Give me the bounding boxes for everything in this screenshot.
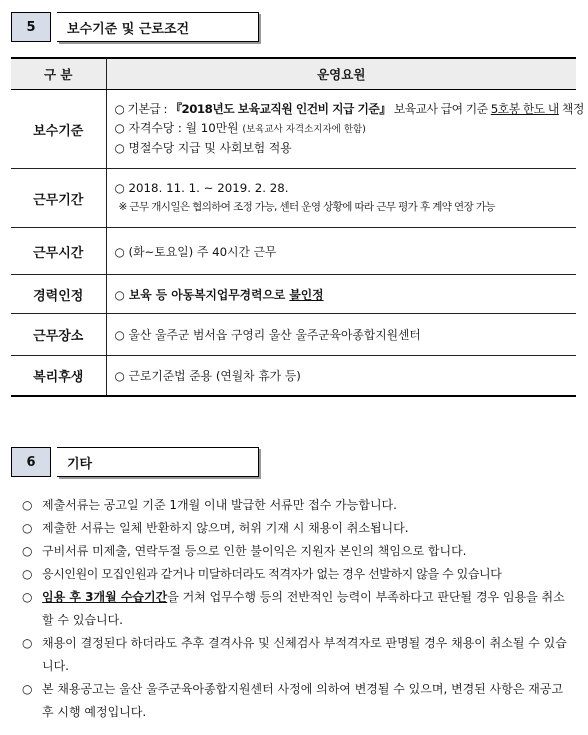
- period-line: ○ 2018. 11. 1. ~ 2019. 2. 28.: [114, 181, 289, 195]
- list-item: [22, 586, 568, 632]
- career-text: ○ 보육 등 아동복지업무경력으로: [114, 287, 290, 302]
- table-row-pay: [11, 90, 576, 169]
- pay-basic-limit: 5호봉 한도 내: [490, 102, 559, 116]
- table-row-hours: [11, 228, 576, 275]
- table-row-period: [11, 169, 576, 228]
- bullet-circle: ○: [22, 544, 33, 558]
- row-label-place: 근무장소: [11, 314, 106, 356]
- note-text: 응시인원이 모집인원과 같거나 미달하더라도 적격자가 없는 경우 선발하지 않을 수 있습니다: [42, 567, 502, 581]
- row-content-career: [106, 275, 576, 314]
- career-not-recognized: 불인정: [289, 287, 324, 302]
- probation-period: 임용 후 3개월 수습기간: [42, 590, 168, 604]
- list-item: [22, 517, 568, 540]
- bullet-circle: ○: [22, 682, 33, 696]
- bullet-circle: ○: [22, 521, 33, 535]
- header-staff: 운영요원: [106, 58, 576, 90]
- note-text: 본 채용공고는 울산 울주군육아종합지원센터 사정에 의하여 변경될 수 있으며, 변경된 사항은 재공고 후 시행 예정입니다.: [42, 682, 564, 719]
- row-label-career: 경력인정: [11, 275, 106, 314]
- period-note: ※ 근무 개시일은 협의하여 조정 가능, 센터 운영 상황에 따라 근무 평가 후 계약 연장 가능: [118, 201, 495, 213]
- section-5-title: 보수기준 및 근로조건: [57, 12, 259, 42]
- bullet-circle: ○: [22, 636, 33, 650]
- list-item: [22, 678, 568, 724]
- pay-basic-end: 책정: [558, 102, 584, 116]
- row-label-pay: 보수기준: [11, 90, 106, 169]
- conditions-table: [11, 57, 584, 397]
- pay-basic-standard: 『2018년도 보육교직원 인건비 지급 기준』: [170, 102, 391, 116]
- pay-qualification-line: [115, 119, 576, 139]
- pay-basic-line: [114, 100, 584, 119]
- row-content-hours: ○ (화~토요일) 주 40시간 근무: [106, 228, 576, 275]
- pay-basic-mid: 보육교사 급여 기준: [390, 102, 491, 116]
- bullet-circle: ○: [22, 498, 33, 512]
- list-item: [22, 494, 568, 517]
- row-label-hours: 근무시간: [11, 228, 106, 275]
- section-6-title: 기타: [57, 447, 259, 477]
- row-label-period: 근무기간: [11, 169, 106, 228]
- section-6-number: 6: [11, 447, 51, 477]
- table-row-welfare: [11, 356, 576, 396]
- row-label-welfare: 복리후생: [11, 356, 106, 396]
- table-row-place: [11, 314, 576, 356]
- row-content-period: [106, 169, 576, 228]
- note-text: 을 거쳐 업무수행 등의 전반적인 능력이 부족하다고 판단될 경우 임용을 취소할 수 있습니다.: [42, 590, 565, 627]
- bullet-circle: ○: [22, 567, 33, 581]
- list-item: [22, 563, 568, 586]
- section-5-number: 5: [11, 12, 51, 42]
- notes-list: [22, 494, 568, 724]
- table-row-career: [11, 275, 576, 314]
- note-text: 제출서류는 공고일 기준 1개월 이내 발급한 서류만 접수 가능합니다.: [42, 498, 397, 512]
- pay-holiday-line: ○ 명절수당 지급 및 사회보험 적용: [114, 141, 292, 155]
- row-content-place: ○ 울산 울주군 범서읍 구영리 울산 울주군육아종합지원센터: [106, 314, 576, 356]
- table-header-row: [11, 58, 576, 90]
- pay-basic-prefix: ○ 기본급 :: [114, 102, 171, 116]
- header-category: 구 분: [11, 58, 106, 90]
- row-content-welfare: ○ 근로기준법 준용 (연월차 휴가 등): [106, 356, 576, 396]
- section-6-header: [11, 447, 259, 477]
- pay-qualification-note: (보육교사 자격소지자에 한함): [242, 124, 366, 135]
- note-text: 채용이 결정된다 하더라도 추후 결격사유 및 신체검사 부적격자로 판명될 경우 채용이 취소될 수 있습니다.: [42, 636, 567, 673]
- row-content-pay: [106, 90, 584, 169]
- note-text: 구비서류 미제출, 연락두절 등으로 인한 불이익은 지원자 본인의 책임으로 합니다.: [42, 544, 467, 558]
- list-item: [22, 632, 568, 678]
- list-item: [22, 540, 568, 563]
- note-text: 제출한 서류는 일체 반환하지 않으며, 허위 기재 시 채용이 취소됩니다.: [42, 521, 409, 535]
- pay-qualification-text: ○ 자격수당 : 월 10만원: [114, 121, 243, 135]
- bullet-circle: ○: [22, 590, 33, 604]
- section-5-header: [11, 12, 259, 42]
